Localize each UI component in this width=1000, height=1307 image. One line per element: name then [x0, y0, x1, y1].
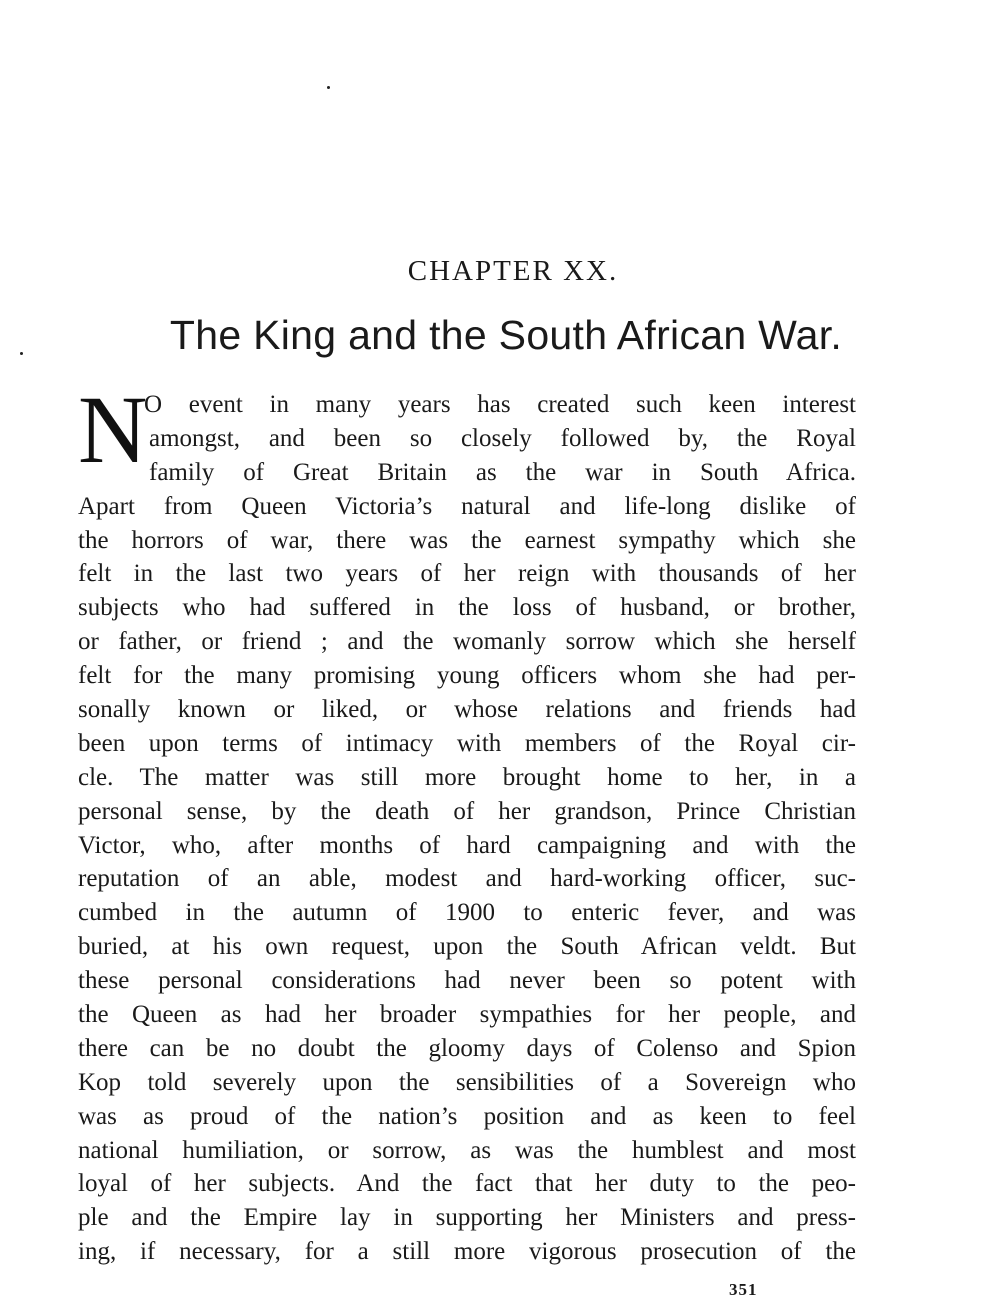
text-line: subjects who had suffered in the loss of husband, or brother,: [78, 594, 856, 622]
text-line: these personal considerations had never been so potent with: [78, 967, 856, 995]
text-line: felt for the many promising young officers whom she had per-: [78, 662, 856, 690]
text-line: buried, at his own request, upon the South African veldt. But: [78, 933, 856, 961]
text-line: cle. The matter was still more brought home to her, in a: [78, 763, 856, 791]
text-line: reputation of an able, modest and hard-working officer, suc-: [78, 865, 856, 893]
text-line: loyal of her subjects. And the fact that her duty to the peo-: [78, 1170, 856, 1198]
text-line: there can be no doubt the gloomy days of Colenso and Spion: [78, 1034, 856, 1062]
print-speck: [327, 86, 330, 89]
text-line: cumbed in the autumn of 1900 to enteric fever, and was: [78, 899, 856, 927]
drop-cap: N: [78, 376, 148, 483]
text-line: ing, if necessary, for a still more vigorous prosecution of the: [78, 1238, 856, 1266]
text-line: or father, or friend ; and the womanly sorrow which she herself: [78, 628, 856, 656]
text-line: felt in the last two years of her reign with thousands of her: [78, 560, 856, 588]
text-line: been upon terms of intimacy with members of the Royal cir-: [78, 729, 856, 757]
text-line: family of Great Britain as the war in South Africa.: [149, 458, 856, 486]
chapter-title: The King and the South African War.: [169, 312, 843, 358]
text-line: amongst, and been so closely followed by, the Royal: [149, 424, 856, 452]
text-line: the horrors of war, there was the earnest sympathy which she: [78, 526, 856, 554]
text-line: the Queen as had her broader sympathies for her people, and: [78, 1001, 856, 1029]
body-text: [78, 376, 856, 1269]
text-line: Apart from Queen Victoria’s natural and life-long dislike of: [78, 492, 856, 520]
text-line: national humiliation, or sorrow, as was the humblest and most: [78, 1136, 856, 1164]
chapter-number: CHAPTER XX.: [407, 255, 619, 287]
text-line: O event in many years has created such keen interest: [144, 391, 856, 418]
text-line: ple and the Empire lay in supporting her Ministers and press-: [78, 1204, 856, 1232]
text-line: Kop told severely upon the sensibilities of a Sovereign who: [78, 1068, 856, 1096]
text-line: was as proud of the nation’s position and as keen to feel: [78, 1102, 856, 1130]
text-line: sonally known or liked, or whose relations and friends had: [78, 696, 856, 724]
page-number: 351: [729, 1280, 758, 1299]
text-line: Victor, who, after months of hard campaigning and with the: [78, 831, 856, 859]
text-line: personal sense, by the death of her grandson, Prince Christian: [78, 797, 856, 825]
